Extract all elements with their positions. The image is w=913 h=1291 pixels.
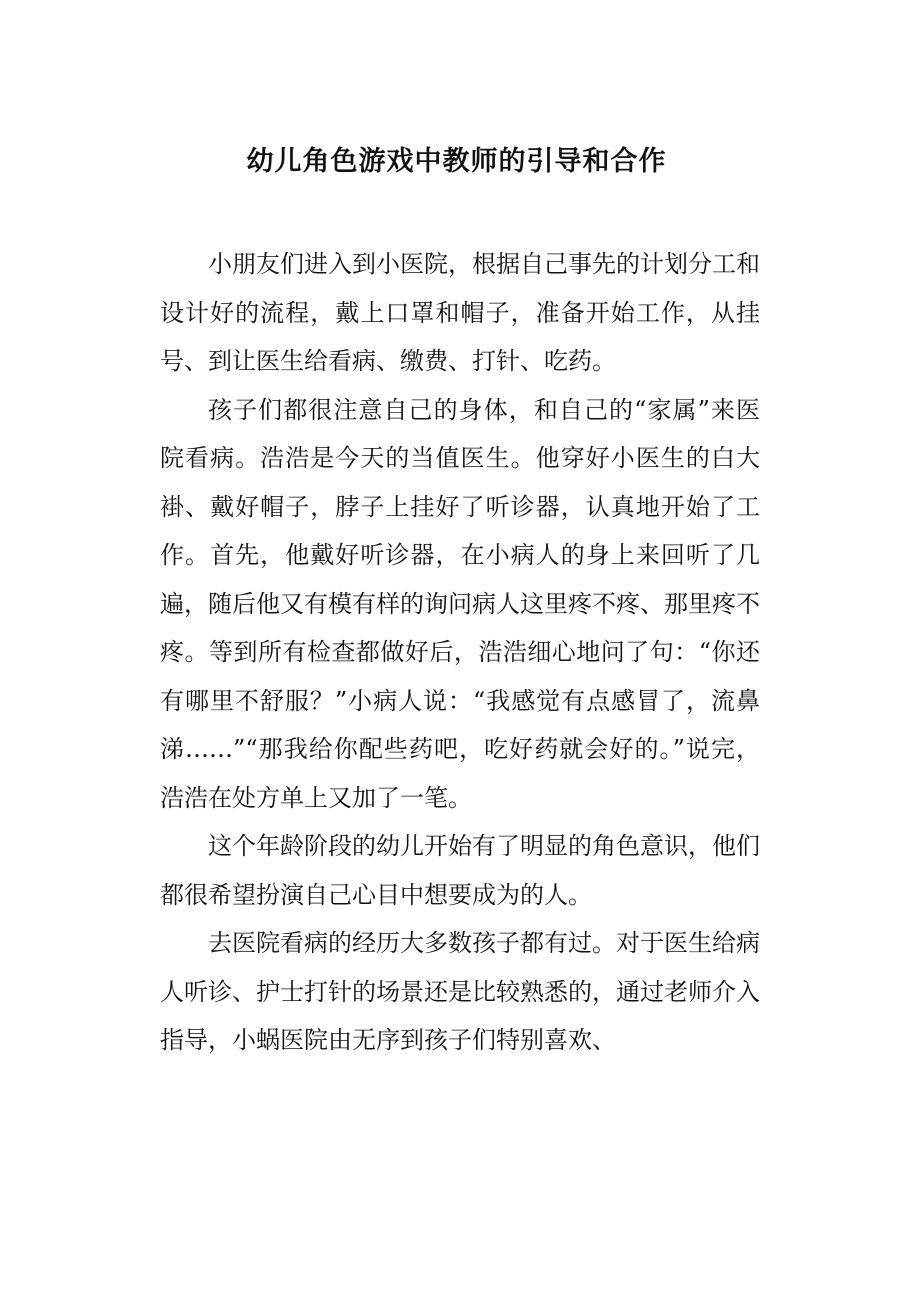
paragraph-1: 小朋友们进入到小医院，根据自己事先的计划分工和设计好的流程，戴上口罩和帽子，准备开始工作，从挂号、到让医生给看病、缴费、打针、吃药。 <box>160 250 760 375</box>
paragraph-3: 这个年龄阶段的幼儿开始有了明显的角色意识，他们都很希望扮演自己心目中想要成为的人。 <box>160 832 760 909</box>
document-body <box>160 240 760 1065</box>
paragraph-4: 去医院看病的经历大多数孩子都有过。对于医生给病人听诊、护士打针的场景还是比较熟悉的，通过老师介入指导，小蜗医院由无序到孩子们特别喜欢、 <box>160 929 760 1054</box>
document-title: 幼儿角色游戏中教师的引导和合作 <box>246 146 667 177</box>
paragraph-2: 孩子们都很注意自己的身体，和自己的“家属”来医院看病。浩浩是今天的当值医生。他穿好小医生的白大褂、戴好帽子，脖子上挂好了听诊器，认真地开始了工作。首先，他戴好听诊器，在小病人的身上来回听了几遍，随后他又有模有样的询问病人这里疼不疼、那里疼不疼。等到所有检查都做好后，浩浩细心地问了句：“你还有哪里不舒服？”小病人说：“我感觉有点感冒了，流鼻涕……”“那我给你配些药吧，吃好药就会好的。”说完，浩浩在处方单上又加了一笔。 <box>160 395 760 812</box>
